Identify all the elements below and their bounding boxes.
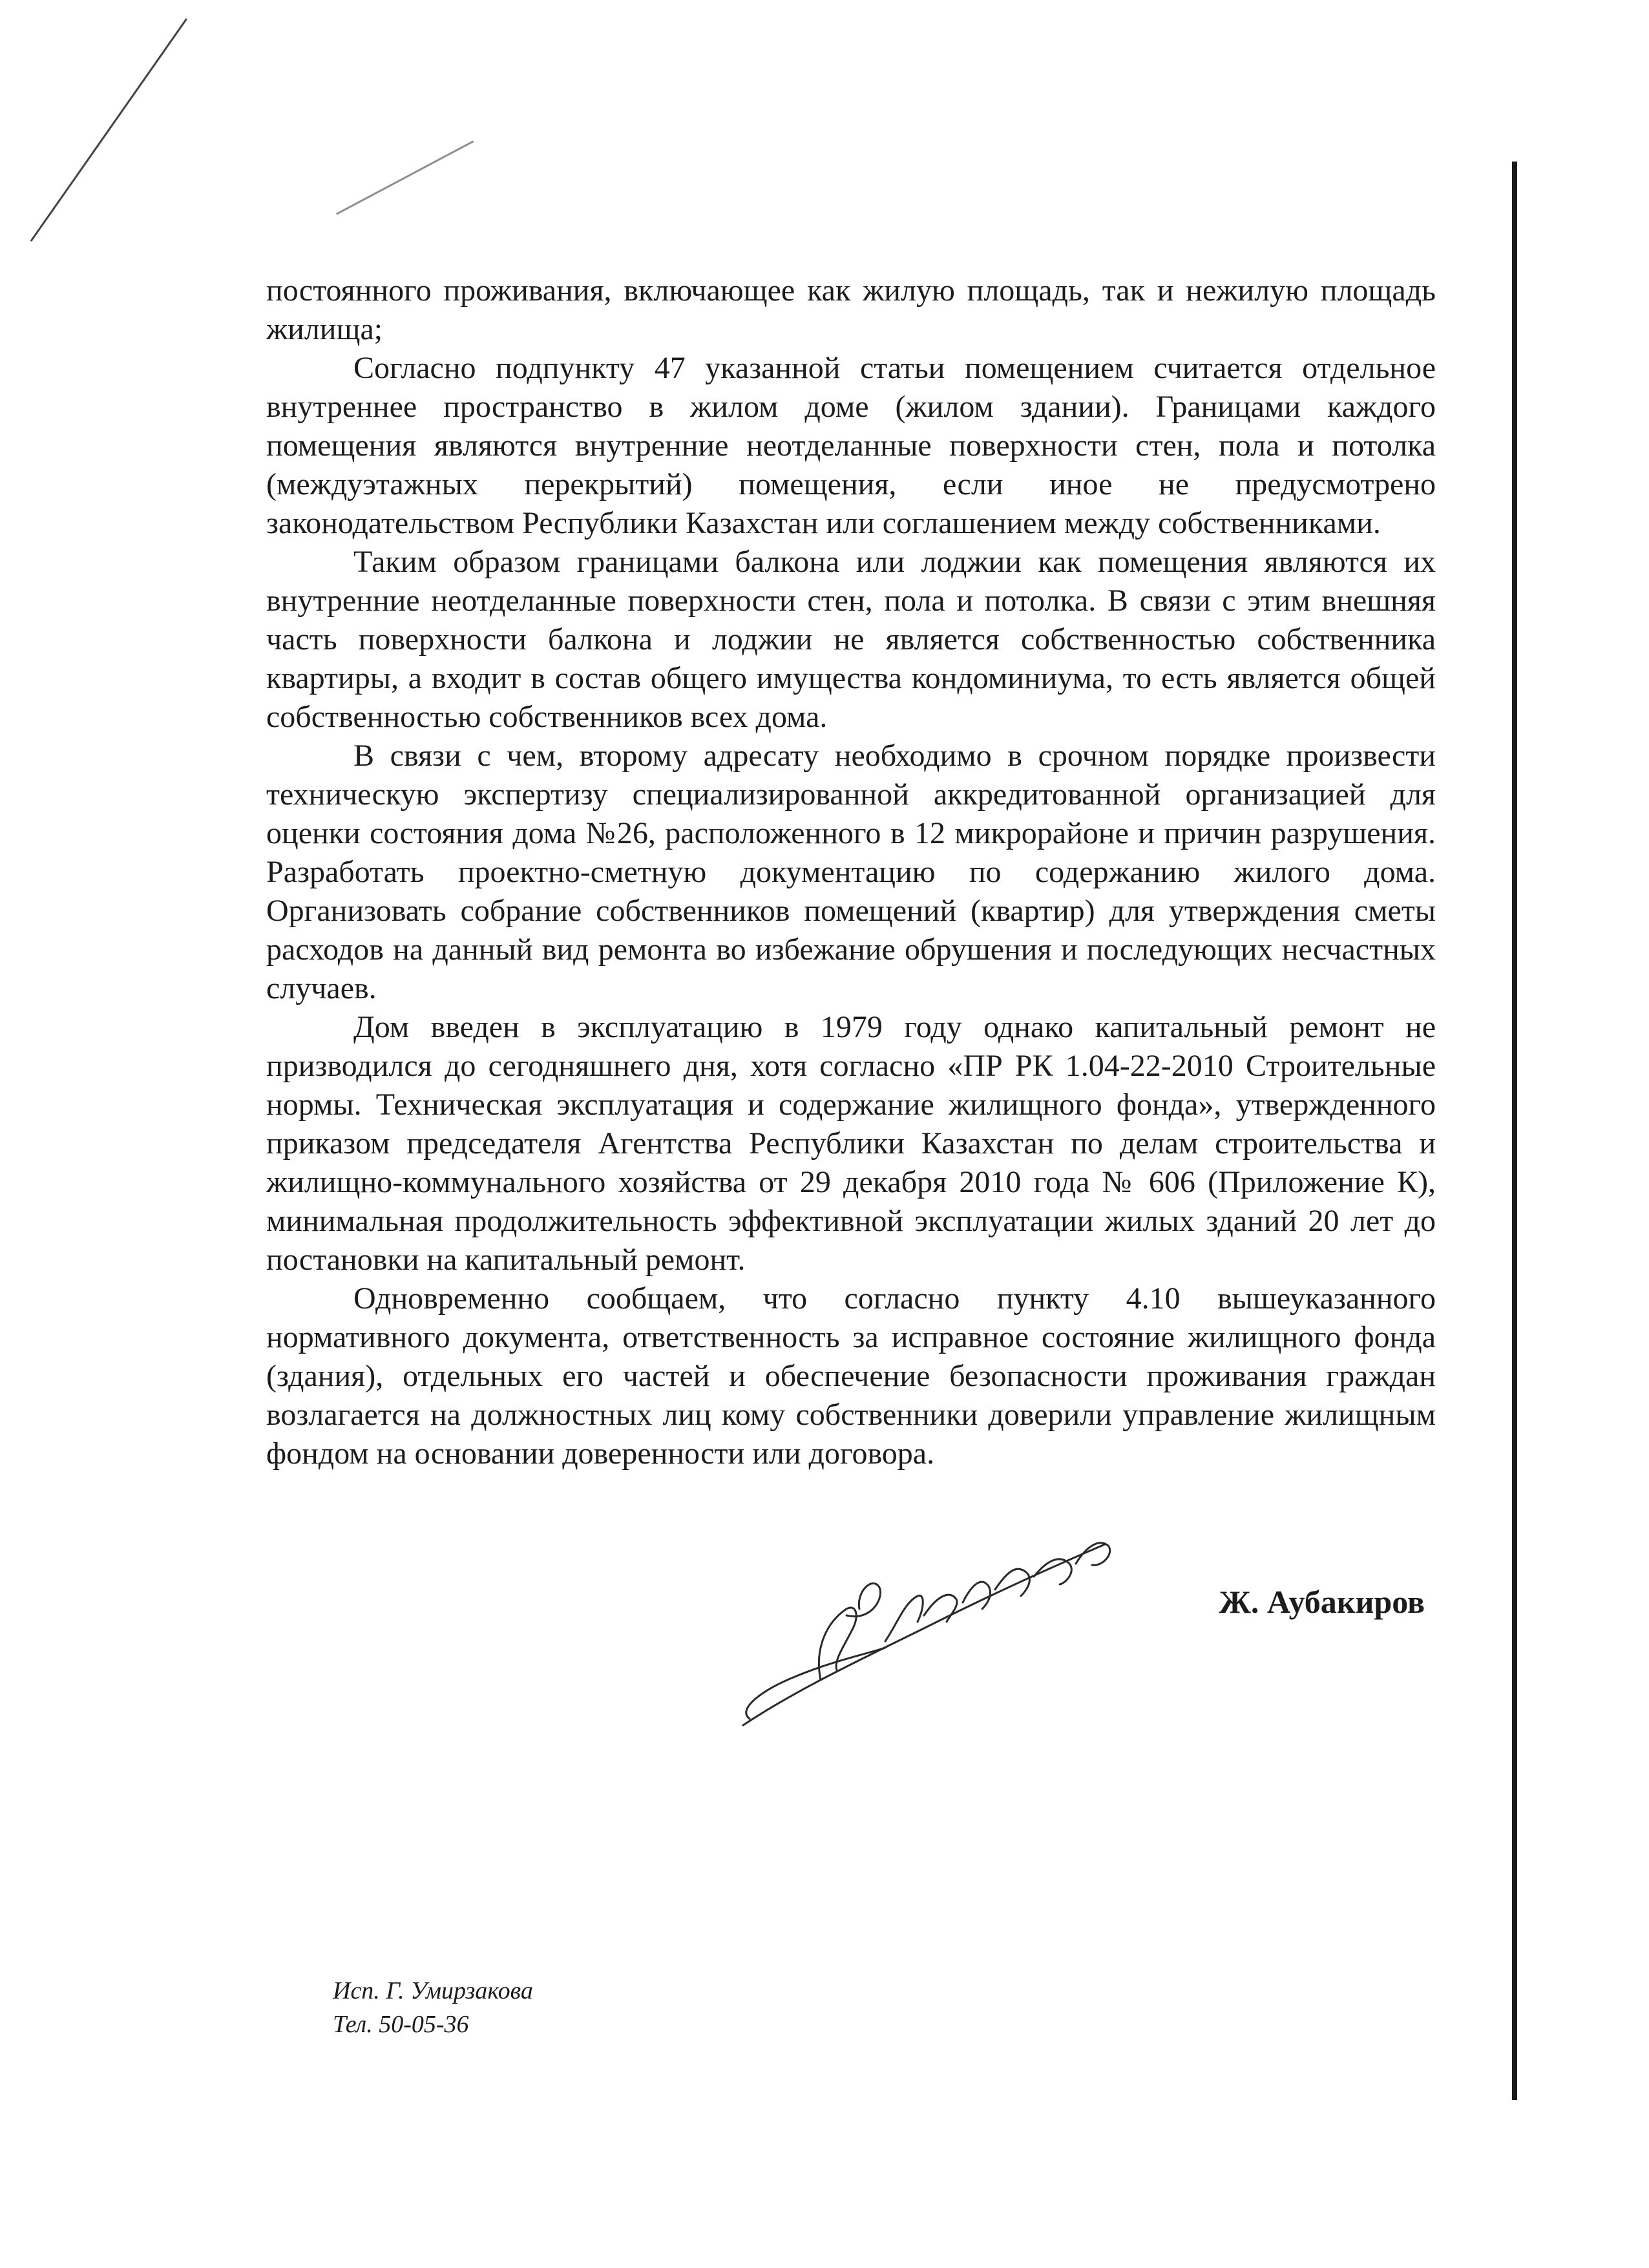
paragraph: Дом введен в эксплуатацию в 1979 году однако капитальный ремонт не призводился до сегодняшнего дня, хотя согласно «ПР РК 1.04-22-2010 Строительные нормы. Техническая эксплуатация и содержание жилищного фонда», утвержденного приказом председателя Агентства Республики Казахстан по делам строительства и жилищно-коммунального хозяйства от 29 декабря 2010 года № 606 (Приложение К), минимальная продолжительность эффективной эксплуатации жилых зданий 20 лет до постановки на капитальный ремонт.: [266, 1010, 1436, 1277]
paragraph: Одновременно сообщаем, что согласно пункту 4.10 вышеуказанного нормативного документа, ответственность за исправное состояние жилищного фонда (здания), отдельных его частей и обеспечение безопасности проживания граждан возлагается на должностных лиц кому собственники доверили управление жилищным фондом на основании доверенности или договора.: [266, 1281, 1436, 1471]
scan-streak: [336, 140, 474, 215]
scan-streak: [30, 18, 187, 242]
executor-name: Исп. Г. Умирзакова: [333, 1977, 533, 2004]
signer-name: Ж. Аубакиров: [1219, 1584, 1425, 1620]
executor-info: [333, 1974, 533, 2041]
paragraph: Таким образом границами балкона или лоджии как помещения являются их внутренние неотделанные поверхности стен, пола и потолка. В связи с этим внешняя часть поверхности балкона и лоджии не является собственностью собственника квартиры, а входит в состав общего имущества кондоминиума, то есть является общей собственностью собственников всех дома.: [266, 545, 1436, 734]
executor-phone: Тел. 50-05-36: [333, 2011, 469, 2038]
scan-right-edge: [1512, 162, 1517, 2100]
signature-block: [724, 1525, 1441, 1758]
handwritten-signature: [724, 1525, 1124, 1745]
letter-body: [266, 271, 1436, 1473]
paragraph: В связи с чем, второму адресату необходимо в срочном порядке произвести техническую экспертизу специализированной аккредитованной организацией для оценки состояния дома №26, расположенного в 12 микрорайоне и причин разрушения. Разработать проектно-сметную документацию по содержанию жилого дома. Организовать собрание собственников помещений (квартир) для утверждения сметы расходов на данный вид ремонта во избежание обрушения и последующих несчастных случаев.: [266, 739, 1436, 1005]
paragraph: постоянного проживания, включающее как жилую площадь, так и нежилую площадь жилища;: [266, 273, 1436, 346]
paragraph: Согласно подпункту 47 указанной статьи помещением считается отдельное внутреннее пространство в жилом доме (жилом здании). Границами каждого помещения являются внутренние неотделанные поверхности стен, пола и потолка (междуэтажных перекрытий) помещения, если иное не предусмотрено законодательством Республики Казахстан или соглашением между собственниками.: [266, 351, 1436, 540]
